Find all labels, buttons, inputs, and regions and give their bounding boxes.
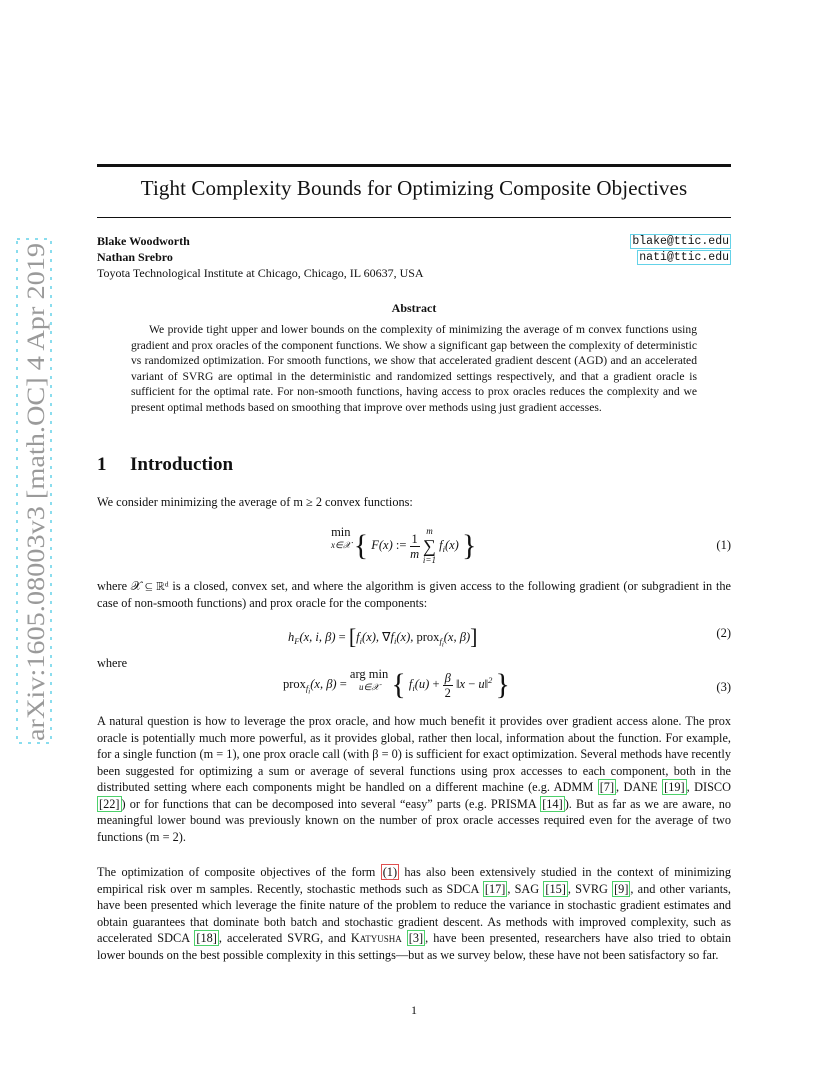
text-span: , accelerated SVRG, and xyxy=(218,931,346,945)
equation-3-number: (3) xyxy=(716,680,731,694)
author-block xyxy=(97,234,731,281)
section-number: 1 xyxy=(97,454,107,475)
title-rule-bottom xyxy=(97,217,731,218)
paragraph-intro: We consider minimizing the average of m ≥ 2 convex functions: xyxy=(97,495,413,509)
citation-link[interactable]: [3] xyxy=(408,931,424,945)
citation-link[interactable]: [7] xyxy=(599,780,615,794)
arxiv-stamp-text: arXiv:1605.08003v3 [math.OC] 4 Apr 2019 xyxy=(23,300,50,741)
text-span: has also been extensively studied in the context of minimizing empirical risk over m samples. Recently, stochastic methods such as SDCA xyxy=(97,865,731,896)
equation-2-number: (2) xyxy=(716,626,731,640)
equation-3 xyxy=(97,664,731,710)
title-rule-top xyxy=(97,164,731,167)
paragraph-composite xyxy=(97,864,731,963)
affiliation: Toyota Technological Institute at Chicago, Chicago, IL 60637, USA xyxy=(97,266,424,280)
citation-link[interactable]: [18] xyxy=(196,931,217,945)
section-heading xyxy=(97,454,233,476)
author-row xyxy=(97,234,731,250)
text-span: , DANE xyxy=(616,780,658,794)
text-span: , SVRG xyxy=(567,881,608,896)
author-row xyxy=(97,250,731,266)
section-title: Introduction xyxy=(130,454,234,475)
abstract-heading: Abstract xyxy=(391,301,437,315)
arxiv-stamp-svg xyxy=(14,236,54,746)
arxiv-stamp xyxy=(14,236,54,746)
citation-link[interactable]: [15] xyxy=(545,881,566,896)
method-name: Katyusha xyxy=(350,931,402,945)
citation-link[interactable]: [17] xyxy=(484,881,506,896)
text-span: ) or for functions that can be decomposed into several “easy” parts (e.g. PRISMA xyxy=(121,796,537,811)
equation-1-body: min x∈𝒳 { F(x) := $\frac{1}{m}$ m ∑ i=1 $f_i(x)$ } xyxy=(331,525,477,565)
paragraph-setting: where 𝒳 ⊆ ℝᵈ is a closed, convex set, and where the algorithm is given access to the following gradient (or subgradient in the case of non-smooth functions) and prox oracle for the components: xyxy=(97,579,731,610)
author-email-link[interactable]: blake@ttic.edu xyxy=(632,235,729,248)
paper-title: Tight Complexity Bounds for Optimizing Composite Objectives xyxy=(140,176,688,200)
page-number: 1 xyxy=(411,1003,417,1017)
text-span: A natural question is how to leverage the prox oracle, and how much benefit it provides over gradient access alone. The prox oracle is potentially much more powerful, as it provides global, rather then local, information about the function. For example, for a single function (m = 1), one prox oracle call (with β = 0) is sufficient for exact optimization. Several methods have recently been suggested for optimizing a sum or average of several functions using prox accesses to each component, both in the distributed setting where each components might be handled on a different machine (e.g. ADMM xyxy=(97,714,731,794)
author-email-link[interactable]: nati@ttic.edu xyxy=(639,251,729,264)
text-span: , SAG xyxy=(507,881,540,896)
abstract-text: We provide tight upper and lower bounds on the complexity of minimizing the average of m convex functions using gradient and prox oracles of the component functions. We show a significant gap between the complexity of deterministic vs randomized optimization. For smooth functions, we show that accelerated gradient descent (AGD) and an accelerated variant of SVRG are optimal in the deterministic and randomized settings respectively, and that a gradient oracle is sufficient for the optimal rate. For non-smooth functions, having access to prox oracles reduces the complexity and we present optimal methods based on smoothing that improve over methods using just gradient accesses. xyxy=(131,323,697,414)
equation-3-body: prox$_{f_i}$(x, β) = arg min u∈𝒳 { $f_i(u)$ + $\frac{\beta}{2}$ ‖x − u‖$^2$ } xyxy=(283,667,510,701)
text-span: The optimization of composite objectives of the form xyxy=(97,865,376,879)
equation-2-body: $h_F(x$, i, $\beta) = [f_i(x)$, $\nabla f_i(x)$, prox$_{f_i}$(x, β)] xyxy=(288,624,478,649)
citation-link[interactable]: [22] xyxy=(99,796,120,811)
author-name: Nathan Srebro xyxy=(97,250,173,264)
text-span: , have been presented, researchers have also tried to obtain lower bounds on the best possible complexity in this settings—but as we survey below, these have not been satisfactory so far. xyxy=(97,931,731,962)
equation-1-number: (1) xyxy=(716,538,731,552)
author-name: Blake Woodworth xyxy=(97,234,190,248)
equation-2 xyxy=(97,624,731,648)
text-span: , DISCO xyxy=(686,780,731,794)
text-span: , and other variants, have been presented which leverage the finite nature of the problem to reduce the variance in stochastic gradient estimates and obtain guarantees that dominate both batch and stochastic gradient descent. As methods with improved complexity, such as accelerated SDCA xyxy=(97,881,732,945)
paragraph-where: where xyxy=(97,656,128,670)
text-span: ). But as far as we are aware, no meaningful lower bound was previously known on the number of prox oracle accesses required even for the average of two functions (m = 2). xyxy=(97,796,732,844)
citation-link[interactable]: [14] xyxy=(542,796,563,811)
citation-link[interactable]: [19] xyxy=(664,780,685,794)
paragraph-prox-question xyxy=(97,713,731,845)
equation-1 xyxy=(97,522,731,574)
equation-reference-link[interactable]: (1) xyxy=(382,865,398,879)
citation-link[interactable]: [9] xyxy=(614,881,629,896)
